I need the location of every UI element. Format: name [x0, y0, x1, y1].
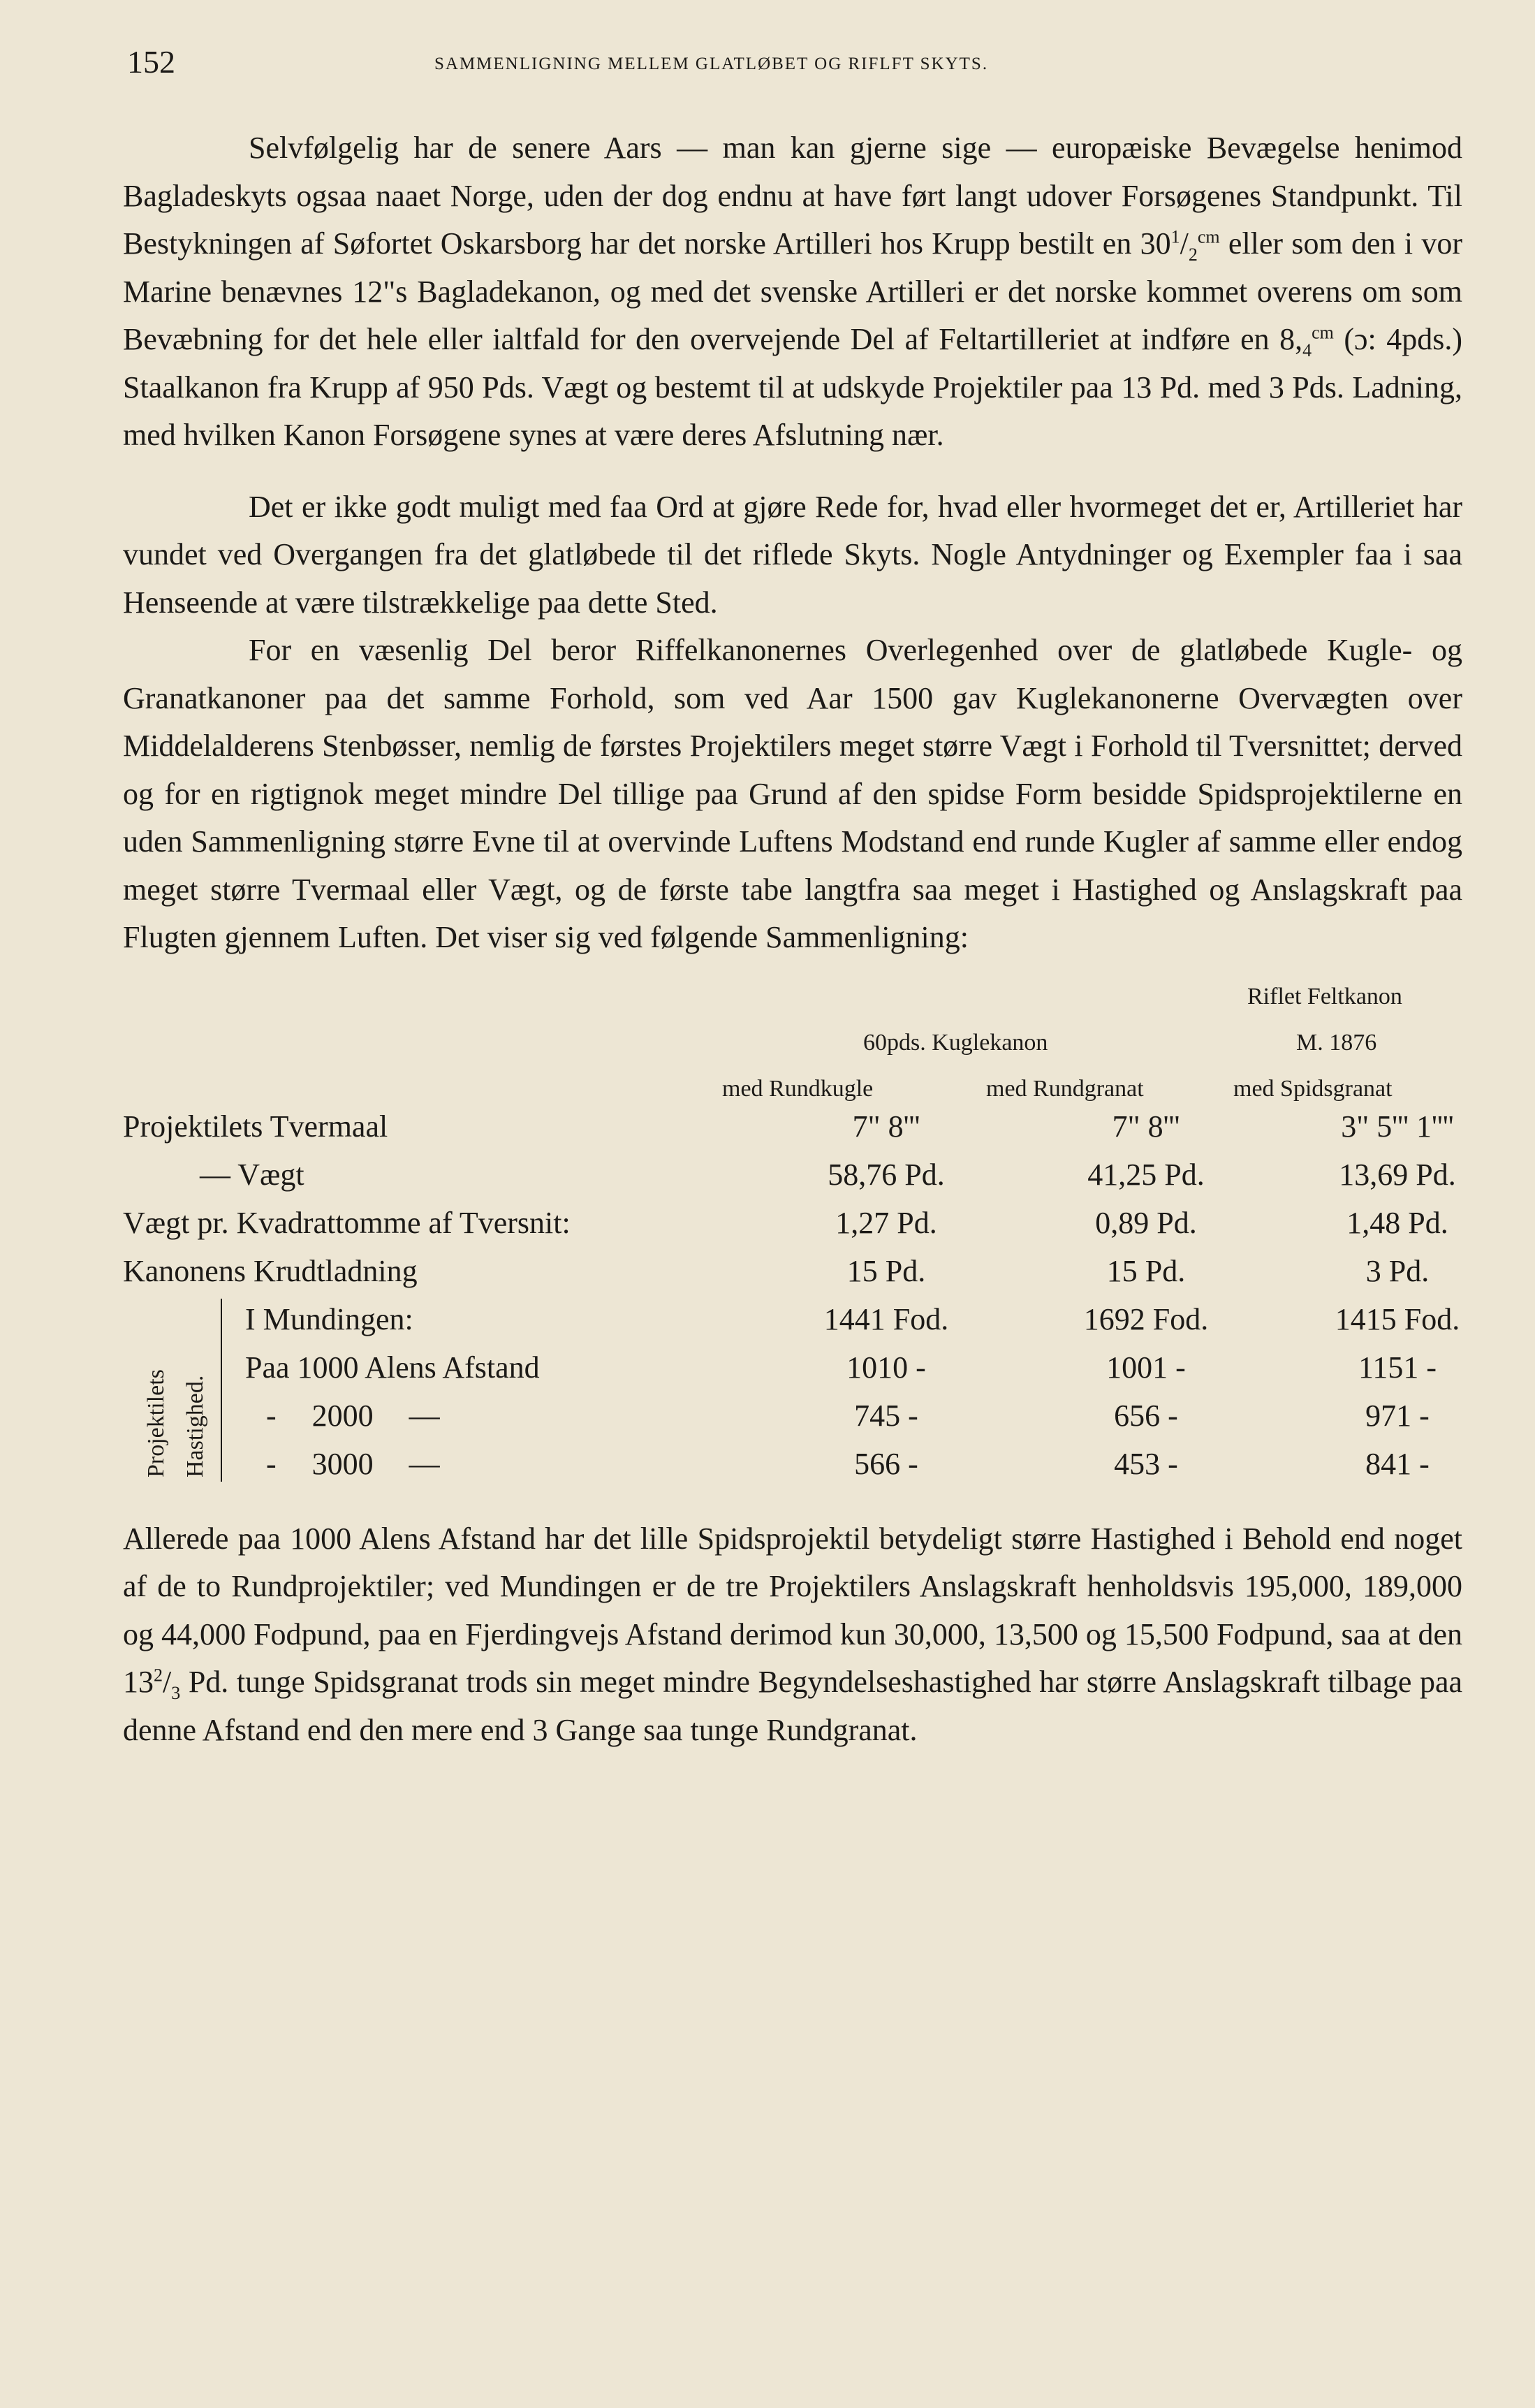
cell-col3: 841 -: [1365, 1446, 1430, 1481]
p1-text-a: Selvfølgelig har de senere Aars — man kan gjerne sige — europæiske Bevægelse henimod Bagladeskyts ogsaa naaet Norge, uden der dog endnu at have ført langt udover Forsøgenes Standpunkt. Til Bestykningen af Søfortet Oskarsborg har det norske Artilleri hos Krupp bestilt en 30: [123, 131, 1462, 261]
table-head-row-2: [123, 1009, 1462, 1056]
cell-col2: 656 -: [1114, 1398, 1178, 1433]
row-label: Projektilets Tvermaal: [123, 1109, 388, 1144]
cell-col1: 1010 -: [846, 1350, 926, 1385]
cell-col3: 3 Pd.: [1365, 1253, 1430, 1288]
cell-col3: 3" 5''' 1'''': [1341, 1109, 1454, 1144]
row-label: Kanonens Krudtladning: [123, 1253, 418, 1288]
paragraph-2: Det er ikke godt muligt med faa Ord at gjøre Rede for, hvad eller hvormeget det er, Artilleriet har vundet ved Overgangen fra det glatløbede til det riflede Skyts. Nogle Antydninger og Exempler faa i saa Henseende at være tilstrækkelige paa dette Sted.: [123, 489, 1462, 620]
speed-group: [123, 1294, 1462, 1487]
head-col1: med Rundkugle: [722, 1075, 874, 1102]
table-row: [123, 1198, 1462, 1246]
head-riflet: Riflet Feltkanon: [1247, 983, 1402, 1009]
speed-label-hastighed: Hastighed.: [182, 1375, 208, 1477]
p1-sub-1: 2: [1188, 244, 1198, 265]
paragraph-1: [123, 124, 1462, 460]
running-title: SAMMENLIGNING MELLEM GLATLØBET OG RIFLFT SKYTS.: [434, 54, 989, 73]
cell-col1: 7" 8''': [852, 1109, 920, 1144]
table-row: [123, 1150, 1462, 1198]
paragraph-gap: [123, 460, 1462, 483]
cell-col1: 1441 Fod.: [823, 1301, 949, 1336]
table-row: [245, 1391, 1464, 1439]
cell-col2: 41,25 Pd.: [1087, 1157, 1205, 1192]
cell-col3: 1151 -: [1358, 1350, 1437, 1385]
cell-col1: 745 -: [854, 1398, 918, 1433]
page-body: [123, 124, 1462, 1754]
p1-sup-cm: cm: [1197, 226, 1220, 247]
cell-col1: 58,76 Pd.: [828, 1157, 945, 1192]
cell-col2: 453 -: [1114, 1446, 1178, 1481]
cell-col3: 971 -: [1365, 1398, 1430, 1433]
cell-col2: 1692 Fod.: [1083, 1301, 1209, 1336]
paragraph-4: [123, 1515, 1462, 1755]
p4-text-a: Allerede paa 1000 Alens Afstand har det lille Spidsprojektil betydeligt større Hastighed i Behold end noget af de to Rundprojektiler; ved Mundingen er de tre Projektilers Anslagskraft henholdsvis 195,000, 189,000 og 44,000 Fodpund, paa en Fjerdingvejs Afstand derimod kun 30,000, 13,500 og 15,500 Fodpund, saa at den 13: [123, 1521, 1462, 1699]
table-row: [123, 1246, 1462, 1294]
p1-sup-1: 1: [1170, 226, 1180, 247]
p1-slash: /: [1180, 226, 1189, 261]
row-label: I Mundingen:: [245, 1301, 413, 1336]
speed-divider: [221, 1299, 222, 1482]
p4-sub: 3: [171, 1682, 181, 1703]
table-row: [245, 1294, 1464, 1343]
head-col3: med Spidsgranat: [1233, 1075, 1393, 1102]
p1-sup-cm-2: cm: [1312, 322, 1334, 343]
row-label: - 2000 —: [266, 1398, 440, 1433]
head-col2: med Rundgranat: [986, 1075, 1144, 1102]
cell-col3: 1,48 Pd.: [1346, 1205, 1448, 1240]
cell-col1: 1,27 Pd.: [835, 1205, 937, 1240]
row-label: - 3000 —: [266, 1446, 440, 1481]
p4-text-c: Pd. tunge Spidsgranat trods sin meget mindre Begyndelseshastighed har større Anslagskraft tilbage paa denne Afstand end den mere end 3 Gange saa tunge Rundgranat.: [123, 1665, 1462, 1747]
row-label: — Vægt: [200, 1157, 304, 1192]
cell-col2: 1001 -: [1106, 1350, 1186, 1385]
cell-col1: 15 Pd.: [846, 1253, 926, 1288]
speed-label-projektilets: Projektilets: [143, 1369, 169, 1477]
table-head-row-1: [123, 963, 1462, 1009]
page-number: 152: [127, 44, 175, 80]
speed-rows: [245, 1294, 1464, 1487]
page-header: [127, 43, 1454, 85]
table-head-row-3: [123, 1056, 1462, 1102]
table-row: [123, 1102, 1462, 1150]
head-m1876: M. 1876: [1296, 1029, 1377, 1056]
row-label: Vægt pr. Kvadrattomme af Tversnit:: [123, 1205, 571, 1240]
row-label: Paa 1000 Alens Afstand: [245, 1350, 540, 1385]
head-col1-top: 60pds. Kuglekanon: [863, 1029, 1048, 1056]
paragraph-3: For en væsenlig Del beror Riffelkanonernes Overlegenhed over de glatløbede Kugle- og Granatkanoner paa det samme Forhold, som ved Aar 1500 gav Kuglekanonerne Overvægten over Middelalderens Stenbøsser, nemlig de førstes Projektilers meget større Vægt i Forhold til Tversnittet; derved og for en rigtignok meget mindre Del tillige paa Grund af den spidse Form besidde Spidsprojektilerne en uden Sammenligning større Evne til at overvinde Luftens Modstand end runde Kugler af samme eller endog meget større Tvermaal eller Vægt, og de første tabe langtfra saa meget i Hastighed og Anslagskraft paa Flugten gjennem Luften. Det viser sig ved følgende Sammenligning:: [123, 633, 1462, 954]
speed-side-label: [123, 1294, 214, 1487]
table-row: [245, 1439, 1464, 1487]
p1-text-d: (ɔ: 4pds.) Staalkanon fra Krupp af 950 Pds. Vægt og bestemt til at udskyde Projektiler paa 13 Pd. med 3 Pds. Ladning, med hvilken Kanon Forsøgene synes at være deres Afslutning nær.: [123, 322, 1462, 452]
p4-sup: 2: [154, 1665, 163, 1686]
cell-col2: 7" 8''': [1112, 1109, 1180, 1144]
cell-col3: 1415 Fod.: [1335, 1301, 1460, 1336]
cell-col3: 13,69 Pd.: [1339, 1157, 1456, 1192]
cell-col2: 0,89 Pd.: [1095, 1205, 1197, 1240]
cell-col2: 15 Pd.: [1106, 1253, 1186, 1288]
table-row: [245, 1343, 1464, 1391]
cell-col1: 566 -: [854, 1446, 918, 1481]
p1-sub-2: 4: [1302, 340, 1312, 360]
p1-text-c: eller som den i vor Marine benævnes 12"s Bagladekanon, og med det svenske Artilleri er det norske kommet overens om som Bevæbning for det hele eller ialtfald for den overvejende Del af Feltartilleriet at indføre en 8,: [123, 226, 1462, 356]
comparison-table: [123, 963, 1462, 1487]
p4-slash: /: [163, 1665, 172, 1699]
